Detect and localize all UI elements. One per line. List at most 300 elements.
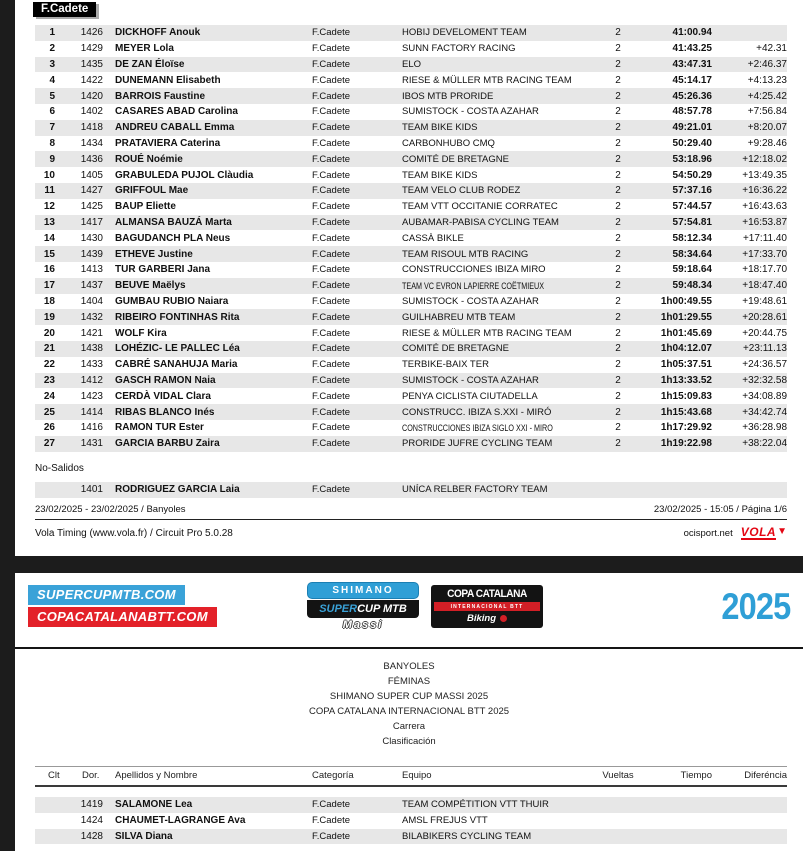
results-page-2: [15, 573, 803, 851]
difference-cell: +23:11.13: [742, 343, 787, 355]
table-row: [35, 404, 787, 420]
rider-name-cell: GRIFFOUL Mae: [115, 185, 189, 197]
header-team: Equipo: [402, 770, 432, 781]
team-cell: CONSTRUCCIONES IBIZA MIRO: [402, 264, 546, 276]
difference-cell: +8:20.07: [747, 122, 787, 134]
team-cell: TEAM BIKE KIDS: [402, 122, 478, 134]
team-cell: PENYA CICLISTA CIUTADELLA: [402, 390, 538, 402]
bib-number-cell: 1416: [80, 422, 103, 434]
rank-cell: 16: [43, 264, 55, 276]
difference-cell: +4:13.23: [747, 74, 787, 86]
category-cell: F.Cadete: [312, 74, 351, 86]
table-row: [35, 388, 787, 404]
bib-number-cell: 1433: [80, 359, 103, 371]
category-cell: F.Cadete: [312, 327, 351, 339]
laps-cell: 2: [615, 122, 621, 134]
internacional-btt-banner: INTERNACIONAL BTT: [434, 602, 540, 611]
category-cell: F.Cadete: [312, 343, 351, 355]
laps-cell: 2: [615, 153, 621, 165]
bib-number-cell: 1434: [80, 137, 103, 149]
rider-name-cell: CASARES ABAD Carolina: [115, 106, 238, 118]
laps-cell: 2: [615, 137, 621, 149]
copa-catalana-title: COPA CATALANA: [447, 588, 527, 600]
table-row: [35, 41, 787, 57]
laps-cell: 2: [615, 201, 621, 213]
bib-number-cell: 1423: [80, 390, 103, 402]
bib-number-cell: 1436: [80, 153, 103, 165]
rider-name-cell: ETHEVE Justine: [115, 248, 193, 260]
biking-text: Biking: [466, 613, 497, 624]
table-row: [35, 151, 787, 167]
team-cell: SUMISTOCK - COSTA AZAHAR: [402, 295, 539, 307]
rank-cell: 24: [43, 390, 55, 402]
rank-cell: 4: [49, 74, 55, 86]
laps-cell: 2: [615, 232, 621, 244]
shimano-supercup-massi-logo: [307, 582, 419, 631]
rider-name-cell: CABRÉ SANAHUJA Maria: [115, 359, 238, 371]
time-cell: 1h04:12.07: [660, 343, 712, 355]
category-cell: F.Cadete: [312, 153, 351, 165]
table-row: [35, 325, 787, 341]
results-table-page2: [35, 797, 787, 844]
laps-cell: 2: [615, 27, 621, 39]
header-time: Tiempo: [680, 770, 712, 781]
bib-number-cell: 1432: [80, 311, 103, 323]
rider-name-cell: CHAUMET-LAGRANGE Ava: [115, 815, 246, 827]
bib-number-cell: 1413: [80, 264, 103, 276]
rank-cell: 7: [49, 122, 55, 134]
category-cell: F.Cadete: [312, 359, 351, 371]
bib-number-cell: 1417: [80, 216, 103, 228]
bib-number-cell: 1435: [80, 58, 103, 70]
difference-cell: +2:46.37: [747, 58, 787, 70]
event-dates-location: 23/02/2025 - 23/02/2025 / Banyoles: [35, 504, 186, 515]
series-title-2: COPA CATALANA INTERNACIONAL BTT 2025: [308, 706, 510, 717]
category-cell: F.Cadete: [312, 311, 351, 323]
rank-cell: 13: [43, 216, 55, 228]
time-cell: 1h15:43.68: [660, 406, 712, 418]
footer-divider: [35, 519, 787, 520]
laps-cell: 2: [615, 295, 621, 307]
massi-logo-text: Massi: [342, 619, 384, 631]
category-cell: F.Cadete: [312, 27, 351, 39]
time-cell: 58:12.34: [672, 232, 712, 244]
team-cell: PRORIDE JUFRE CYCLING TEAM: [402, 438, 553, 450]
table-row: [35, 357, 787, 373]
difference-cell: +32:32.58: [742, 374, 787, 386]
rider-name-cell: DICKHOFF Anouk: [115, 27, 201, 39]
team-cell: TEAM VC EVRON LAPIERRE COËTMIEUX: [402, 280, 545, 291]
supercupmtb-com-logo: SUPERCUPMTB.COM: [28, 585, 185, 605]
category-cell: F.Cadete: [312, 799, 351, 811]
race-gender-class: FÉMINAS: [387, 676, 431, 687]
category-cell: F.Cadete: [312, 390, 351, 402]
laps-cell: 2: [615, 390, 621, 402]
laps-cell: 2: [615, 280, 621, 292]
laps-cell: 2: [615, 248, 621, 260]
bib-number-cell: 1404: [80, 295, 103, 307]
rider-name-cell: PRATAVIERA Caterina: [115, 137, 221, 149]
difference-cell: +34:08.89: [742, 390, 787, 402]
team-cell: HOBIJ DEVELOMENT TEAM: [402, 27, 527, 39]
category-cell: F.Cadete: [312, 264, 351, 276]
team-cell: GUILHABREU MTB TEAM: [402, 311, 516, 323]
rider-name-cell: RODRIGUEZ GARCIA Laia: [115, 484, 240, 496]
bib-number-cell: 1424: [80, 815, 103, 827]
time-cell: 1h01:45.69: [660, 327, 712, 339]
category-cell: F.Cadete: [312, 122, 351, 134]
time-cell: 1h13:33.52: [660, 374, 712, 386]
laps-cell: 2: [615, 264, 621, 276]
difference-cell: +17:11.40: [742, 232, 787, 244]
table-row: [35, 104, 787, 120]
rank-cell: 5: [49, 90, 55, 102]
bib-number-cell: 1420: [80, 90, 103, 102]
difference-cell: +16:53.87: [742, 216, 787, 228]
table-row: [35, 57, 787, 73]
bib-number-cell: 1428: [80, 830, 103, 842]
table-row: [35, 246, 787, 262]
vola-logo-text: VOLA: [740, 525, 777, 539]
rider-name-cell: GASCH RAMON Naia: [115, 374, 216, 386]
category-cell: F.Cadete: [312, 106, 351, 118]
rider-name-cell: GRABULEDA PUJOL Clàudia: [115, 169, 254, 181]
category-cell: F.Cadete: [312, 201, 351, 213]
race-location: BANYOLES: [383, 661, 435, 672]
table-row: [35, 278, 787, 294]
rider-name-cell: LOHÉZIC- LE PALLEC Léa: [115, 343, 240, 355]
difference-cell: +4:25.42: [747, 90, 787, 102]
ocisport-text: ocisport.net: [683, 527, 733, 539]
team-cell: COMITÉ DE BRETAGNE: [402, 343, 509, 355]
time-cell: 57:44.57: [672, 201, 712, 213]
team-cell: UNÍCA RELBER FACTORY TEAM: [402, 484, 548, 496]
supercup-mtb-logo-text: [307, 600, 419, 618]
table-row: [35, 813, 787, 829]
rank-cell: 10: [43, 169, 55, 181]
rider-name-cell: ANDREU CABALL Emma: [115, 122, 235, 134]
header-difference: Diferéncia: [744, 770, 787, 781]
time-cell: 43:47.31: [672, 58, 712, 70]
difference-cell: +9:28.46: [747, 137, 787, 149]
category-cell: F.Cadete: [312, 248, 351, 260]
time-cell: 41:43.25: [672, 43, 712, 55]
time-cell: 1h19:22.98: [660, 438, 712, 450]
shimano-logo-text: SHIMANO: [307, 582, 419, 599]
rider-name-cell: BARROIS Faustine: [115, 90, 206, 102]
category-cell: F.Cadete: [312, 185, 351, 197]
time-cell: 1h00:49.55: [660, 295, 712, 307]
vola-flag-icon: ▼: [777, 526, 787, 537]
table-header-top-rule: [35, 766, 787, 767]
time-cell: 1h17:29.92: [660, 422, 712, 434]
rank-cell: 14: [43, 232, 55, 244]
rider-name-cell: DUNEMANN Elisabeth: [115, 74, 221, 86]
category-cell: F.Cadete: [312, 406, 351, 418]
bib-number-cell: 1402: [80, 106, 103, 118]
laps-cell: 2: [615, 343, 621, 355]
bib-number-cell: 1426: [80, 27, 103, 39]
laps-cell: 2: [615, 185, 621, 197]
bib-number-cell: 1412: [80, 374, 103, 386]
category-header-badge: F.Cadete: [33, 2, 96, 17]
bib-number-cell: 1421: [80, 327, 103, 339]
header-category: Categoría: [312, 770, 354, 781]
difference-cell: +34:42.74: [742, 406, 787, 418]
website-logos: [28, 585, 217, 627]
bib-number-cell: 1422: [80, 74, 103, 86]
table-row: [35, 183, 787, 199]
copacatalanabtt-com-logo: COPACATALANABTT.COM: [28, 607, 217, 627]
difference-cell: +38:22.04: [742, 438, 787, 450]
rider-name-cell: ROUÉ Noémie: [115, 153, 183, 165]
edition-year: 2025: [721, 586, 790, 627]
difference-cell: +18:47.40: [742, 280, 787, 292]
table-row: [35, 88, 787, 104]
bib-number-cell: 1429: [80, 43, 103, 55]
team-cell: SUMISTOCK - COSTA AZAHAR: [402, 106, 539, 118]
time-cell: 50:29.40: [672, 137, 712, 149]
rank-cell: 22: [43, 359, 55, 371]
table-row: [35, 420, 787, 436]
team-cell: IBOS MTB PRORIDE: [402, 90, 494, 102]
rank-cell: 2: [49, 43, 55, 55]
team-cell: RIESE & MÜLLER MTB RACING TEAM: [402, 74, 572, 86]
time-cell: 1h15:09.83: [660, 390, 712, 402]
difference-cell: +42.31: [756, 43, 787, 55]
category-cell: F.Cadete: [312, 438, 351, 450]
footer-credit-right: [684, 526, 787, 540]
time-cell: 45:26.36: [672, 90, 712, 102]
rider-name-cell: RIBEIRO FONTINHAS Rita: [115, 311, 240, 323]
rider-name-cell: SALAMONE Lea: [115, 799, 193, 811]
team-cell: TERBIKE-BAIX TER: [402, 359, 489, 371]
laps-cell: 2: [615, 106, 621, 118]
rider-name-cell: BEUVE Maëlys: [115, 280, 186, 292]
table-row: [35, 215, 787, 231]
team-cell: ELO: [402, 58, 422, 70]
laps-cell: 2: [615, 74, 621, 86]
no-salidos-label: No-Salidos: [35, 463, 84, 474]
difference-cell: +20:44.75: [742, 327, 787, 339]
table-row: [35, 309, 787, 325]
time-cell: 1h05:37.51: [660, 359, 712, 371]
difference-cell: +13:49.35: [742, 169, 787, 181]
time-cell: 45:14.17: [672, 74, 712, 86]
time-cell: 58:34.64: [672, 248, 712, 260]
biking-dot-icon: [500, 615, 507, 622]
no-salidos-table: [35, 482, 787, 498]
header-divider: [15, 647, 803, 649]
time-cell: 57:37.16: [672, 185, 712, 197]
laps-cell: 2: [615, 327, 621, 339]
rider-name-cell: MEYER Lola: [115, 43, 174, 55]
category-cell: F.Cadete: [312, 232, 351, 244]
category-cell: F.Cadete: [312, 422, 351, 434]
race-title-block: [15, 659, 803, 749]
team-cell: SUMISTOCK - COSTA AZAHAR: [402, 374, 539, 386]
category-cell: F.Cadete: [312, 216, 351, 228]
rank-cell: 26: [43, 422, 55, 434]
rider-name-cell: WOLF Kira: [115, 327, 167, 339]
bib-number-cell: 1419: [80, 799, 103, 811]
team-cell: CASSÀ BIKLE: [402, 232, 464, 244]
table-row: [35, 829, 787, 845]
laps-cell: 2: [615, 311, 621, 323]
laps-cell: 2: [615, 406, 621, 418]
footer-date-line: [35, 504, 787, 515]
category-cell: F.Cadete: [312, 815, 351, 827]
rank-cell: 21: [43, 343, 55, 355]
table-row: [35, 167, 787, 183]
bib-number-cell: 1418: [80, 122, 103, 134]
table-row: [35, 230, 787, 246]
rank-cell: 25: [43, 406, 55, 418]
table-row: [35, 262, 787, 278]
bib-number-cell: 1430: [80, 232, 103, 244]
difference-cell: +16:36.22: [742, 185, 787, 197]
table-row: [35, 436, 787, 452]
time-cell: 48:57.78: [672, 106, 712, 118]
table-row: [35, 136, 787, 152]
laps-cell: 2: [615, 58, 621, 70]
difference-cell: +24:36.57: [742, 359, 787, 371]
team-cell: COMITÉ DE BRETAGNE: [402, 153, 509, 165]
laps-cell: 2: [615, 422, 621, 434]
category-cell: F.Cadete: [312, 374, 351, 386]
category-cell: F.Cadete: [312, 295, 351, 307]
table-row: [35, 341, 787, 357]
rank-cell: 9: [49, 153, 55, 165]
difference-cell: +20:28.61: [742, 311, 787, 323]
header-dorsal: Dor.: [82, 770, 100, 781]
header-clt: Clt: [48, 770, 60, 781]
bib-number-cell: 1439: [80, 248, 103, 260]
table-row: [35, 199, 787, 215]
laps-cell: 2: [615, 43, 621, 55]
laps-cell: 2: [615, 216, 621, 228]
rank-cell: 12: [43, 201, 55, 213]
team-cell: TEAM COMPÉTITION VTT THUIR: [402, 799, 549, 811]
difference-cell: +12:18.02: [742, 153, 787, 165]
team-cell: TEAM BIKE KIDS: [402, 169, 478, 181]
time-cell: 41:00.94: [672, 27, 712, 39]
category-cell: F.Cadete: [312, 90, 351, 102]
category-cell: F.Cadete: [312, 58, 351, 70]
table-header-bottom-rule: [35, 785, 787, 787]
table-row: [35, 294, 787, 310]
laps-cell: 2: [615, 374, 621, 386]
table-row: [35, 25, 787, 41]
category-cell: F.Cadete: [312, 830, 351, 842]
rank-cell: 6: [49, 106, 55, 118]
team-cell: TEAM VTT OCCITANIE CORRATEC: [402, 201, 558, 213]
team-cell: SUNN FACTORY RACING: [402, 43, 516, 55]
copa-catalana-logo: [431, 585, 543, 628]
team-cell: BILABIKERS CYCLING TEAM: [402, 830, 532, 842]
series-title-1: SHIMANO SUPER CUP MASSI 2025: [329, 691, 489, 702]
rider-name-cell: GARCIA BARBU Zaira: [115, 438, 220, 450]
bib-number-cell: 1425: [80, 201, 103, 213]
category-cell: F.Cadete: [312, 169, 351, 181]
table-row: [35, 120, 787, 136]
race-type: Carrera: [392, 721, 426, 732]
category-cell: F.Cadete: [312, 43, 351, 55]
category-cell: F.Cadete: [312, 137, 351, 149]
time-cell: 49:21.01: [672, 122, 712, 134]
team-cell: AMSL FREJUS VTT: [402, 815, 488, 827]
team-cell: RIESE & MÜLLER MTB RACING TEAM: [402, 327, 572, 339]
rider-name-cell: SILVA Diana: [115, 830, 173, 842]
difference-cell: +17:33.70: [742, 248, 787, 260]
header-name: Apellidos y Nombre: [115, 770, 198, 781]
rank-cell: 23: [43, 374, 55, 386]
rider-name-cell: BAUP Eliette: [115, 201, 176, 213]
rank-cell: 27: [43, 438, 55, 450]
bib-number-cell: 1431: [80, 438, 103, 450]
header-laps: Vueltas: [602, 770, 634, 781]
bib-number-cell: 1437: [80, 280, 103, 292]
footer-credit-line: [35, 526, 787, 540]
team-cell: CARBONHUBO CMQ: [402, 137, 495, 149]
bib-number-cell: 1427: [80, 185, 103, 197]
difference-cell: +16:43.63: [742, 201, 787, 213]
laps-cell: 2: [615, 359, 621, 371]
rank-cell: 17: [43, 280, 55, 292]
laps-cell: 2: [615, 169, 621, 181]
laps-cell: 2: [615, 438, 621, 450]
time-cell: 1h01:29.55: [660, 311, 712, 323]
category-cell: F.Cadete: [312, 484, 351, 496]
table-header-row: [35, 770, 787, 783]
table-row: [35, 482, 787, 498]
rider-name-cell: ALMANSA BAUZÁ Marta: [115, 216, 232, 228]
rider-name-cell: RAMON TUR Ester: [115, 422, 204, 434]
rider-name-cell: BAGUDANCH PLA Neus: [115, 232, 231, 244]
difference-cell: +19:48.61: [742, 295, 787, 307]
time-cell: 53:18.96: [672, 153, 712, 165]
bib-number-cell: 1405: [80, 169, 103, 181]
category-cell: F.Cadete: [312, 280, 351, 292]
bib-number-cell: 1401: [80, 484, 103, 496]
bib-number-cell: 1438: [80, 343, 103, 355]
supercup-cupmtb-text: CUP MTB: [357, 603, 407, 615]
rank-cell: 18: [43, 295, 55, 307]
results-page-1: [15, 0, 803, 556]
time-cell: 59:18.64: [672, 264, 712, 276]
rider-name-cell: RIBAS BLANCO Inés: [115, 406, 215, 418]
difference-cell: +7:56.84: [747, 106, 787, 118]
team-cell: TEAM VELO CLUB RODEZ: [402, 185, 521, 197]
difference-cell: +18:17.70: [742, 264, 787, 276]
rank-cell: 8: [49, 137, 55, 149]
team-cell: CONSTRUCC. IBIZA S.XXI - MIRÓ: [402, 406, 552, 418]
team-cell: AUBAMAR-PABISA CYCLING TEAM: [402, 216, 559, 228]
time-cell: 57:54.81: [672, 216, 712, 228]
table-row: [35, 373, 787, 389]
print-timestamp-page-number: 23/02/2025 - 15:05 / Página 1/6: [653, 504, 787, 515]
timing-software-credit: Vola Timing (www.vola.fr) / Circuit Pro 5.0.28: [35, 527, 233, 539]
biking-logo-text: [434, 613, 540, 624]
rank-cell: 11: [44, 185, 55, 197]
rider-name-cell: DE ZAN Éloïse: [115, 58, 185, 70]
rank-cell: 1: [49, 27, 55, 39]
laps-cell: 2: [615, 90, 621, 102]
vola-logo: [741, 526, 787, 540]
rider-name-cell: CERDÀ VIDAL Clara: [115, 390, 211, 402]
rank-cell: 15: [43, 248, 55, 260]
bib-number-cell: 1414: [80, 406, 103, 418]
